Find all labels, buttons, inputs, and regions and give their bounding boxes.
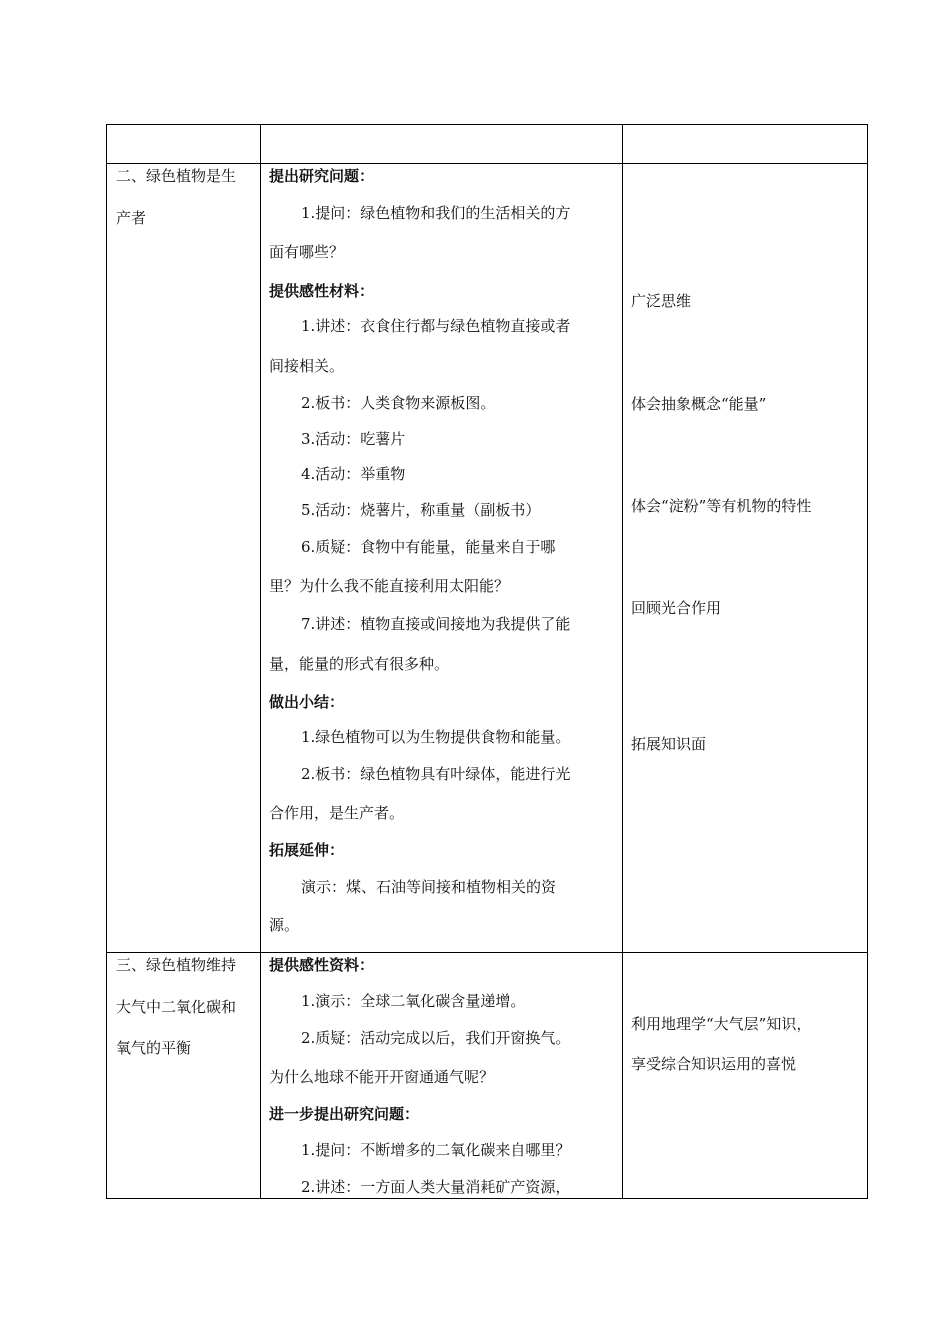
design-note: 利用地理学“大气层”知识，: [631, 1015, 812, 1033]
process-line: 2.质疑：活动完成以后，我们开窗换气。: [301, 1029, 571, 1047]
process-line: 1.提问：不断增多的二氧化碳来自哪里？: [301, 1141, 571, 1159]
section3-topic: 三、绿色植物维持: [116, 956, 237, 974]
section-heading: 提供感性资料：: [269, 956, 375, 974]
column-divider: [260, 125, 261, 1198]
section2-topic: 二、绿色植物是生: [116, 167, 237, 185]
process-line: 量，能量的形式有很多种。: [269, 655, 450, 673]
row-divider: [107, 952, 867, 953]
design-note: 体会“淀粉”等有机物的特性: [631, 497, 812, 515]
row-divider: [107, 163, 867, 164]
process-line: 5.活动：烧薯片，称重量（副板书）: [301, 501, 541, 519]
design-note: 享受综合知识运用的喜悦: [631, 1055, 797, 1073]
process-line: 4.活动：举重物: [301, 465, 406, 483]
design-note: 广泛思维: [631, 292, 692, 310]
process-line: 2.讲述：一方面人类大量消耗矿产资源，: [301, 1178, 571, 1196]
process-line: 6.质疑：食物中有能量，能量来自于哪: [301, 538, 556, 556]
process-line: 3.活动：吃薯片: [301, 430, 406, 448]
process-line: 面有哪些？: [269, 243, 345, 261]
design-note: 回顾光合作用: [631, 599, 722, 617]
process-line: 合作用，是生产者。: [269, 804, 405, 822]
design-note: 拓展知识面: [631, 735, 707, 753]
design-note: 体会抽象概念“能量”: [631, 395, 767, 413]
section-heading: 做出小结：: [269, 693, 345, 711]
section2-topic: 产者: [116, 209, 147, 227]
process-line: 间接相关。: [269, 357, 345, 375]
process-line: 源。: [269, 916, 300, 934]
process-line: 1.绿色植物可以为生物提供食物和能量。: [301, 728, 571, 746]
process-line: 为什么地球不能开开窗通通气呢？: [269, 1068, 495, 1086]
section3-topic: 大气中二氧化碳和: [116, 998, 237, 1016]
process-line: 1.提问：绿色植物和我们的生活相关的方: [301, 204, 571, 222]
process-line: 1.讲述：衣食住行都与绿色植物直接或者: [301, 317, 571, 335]
process-line: 里？为什么我不能直接利用太阳能？: [269, 577, 510, 595]
process-line: 演示：煤、石油等间接和植物相关的资: [301, 878, 557, 896]
process-line: 2.板书：绿色植物具有叶绿体，能进行光: [301, 765, 571, 783]
process-line: 2.板书：人类食物来源板图。: [301, 394, 496, 412]
section-heading: 拓展延伸：: [269, 841, 345, 859]
section-heading: 提供感性材料：: [269, 282, 375, 300]
process-line: 7.讲述：植物直接或间接地为我提供了能: [301, 615, 571, 633]
column-divider: [622, 125, 623, 1198]
section-heading: 提出研究问题：: [269, 167, 375, 185]
section3-topic: 氧气的平衡: [116, 1039, 192, 1057]
process-line: 1.演示：全球二氧化碳含量递增。: [301, 992, 526, 1010]
section-heading: 进一步提出研究问题：: [269, 1105, 420, 1123]
